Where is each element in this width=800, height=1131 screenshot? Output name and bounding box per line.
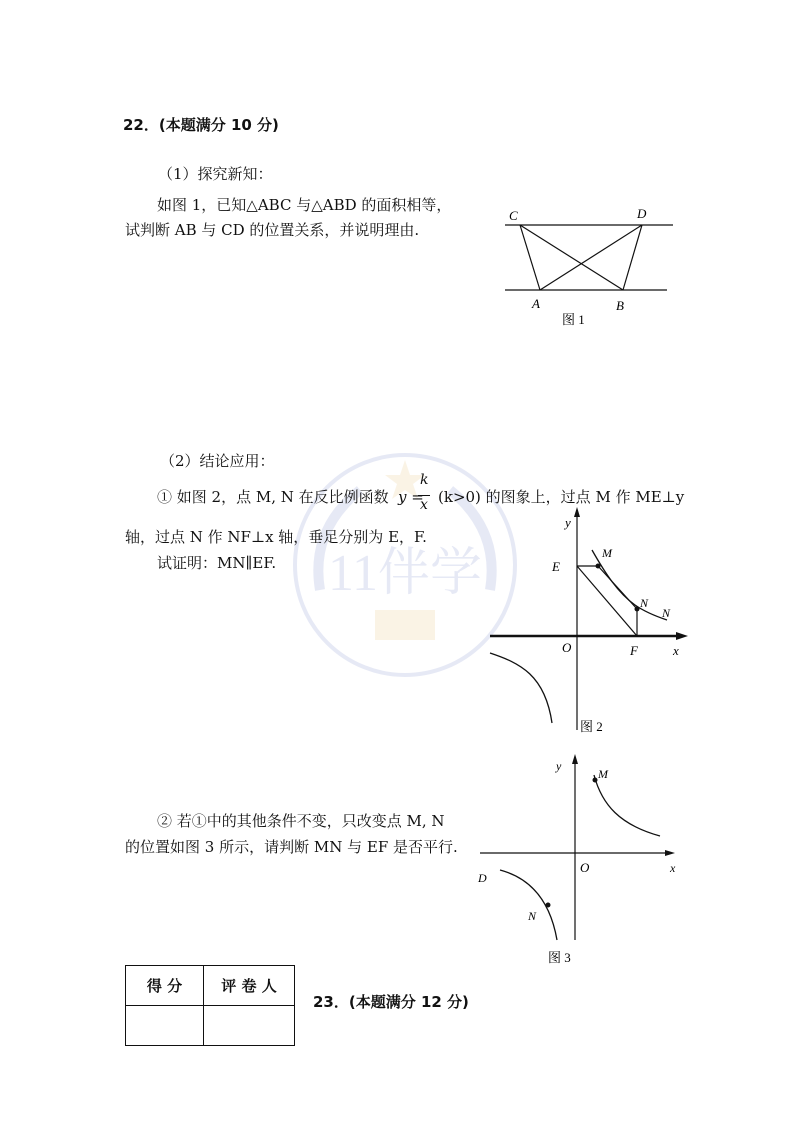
fig3-label-m: M <box>598 767 608 781</box>
formula-inverse-proportion <box>398 472 438 518</box>
part2-item2-line1: ② 若①中的其他条件不变，只改变点 M, N <box>157 812 445 830</box>
fig2-label-n-point: N <box>640 596 649 610</box>
part2-item1-line1b: (k>0) 的图象上，过点 M 作 ME⊥y <box>438 488 685 506</box>
figure-1 <box>495 200 675 344</box>
fig2-caption: 图 2 <box>580 719 603 734</box>
fig1-label-b: B <box>616 298 624 313</box>
question-23-header: 23．(本题满分 12 分) <box>313 993 469 1011</box>
formula-numerator: k <box>420 472 429 488</box>
fig2-label-y: y <box>565 515 571 530</box>
fig3-label-y: y <box>556 759 562 773</box>
part1-title: （1）探究新知： <box>158 165 273 183</box>
question-22-header: 22．(本题满分 10 分) <box>123 116 279 134</box>
fig3-label-x: x <box>670 861 676 875</box>
grader-header: 评 卷 人 <box>204 966 295 1006</box>
fig2-label-e: E <box>552 559 560 574</box>
figure-3 <box>470 750 690 979</box>
fraction-bar <box>418 495 430 496</box>
fig1-label-c: C <box>509 208 518 223</box>
fig3-label-o: O <box>580 860 590 875</box>
fig2-label-m: M <box>602 546 612 560</box>
fig2-label-n-curve: N <box>662 606 671 620</box>
part1-text-line1: 如图 1，已知△ABC 与△ABD 的面积相等， <box>157 196 452 214</box>
fig1-caption: 图 1 <box>562 312 585 327</box>
formula-denominator: x <box>420 497 428 513</box>
part2-item1-line3: 试证明：MN∥EF. <box>157 554 277 572</box>
watermark-text: 11伴学 <box>327 545 483 602</box>
fig3-label-d: D <box>478 871 487 885</box>
score-table <box>125 965 295 1046</box>
grader-cell[interactable] <box>204 1006 295 1046</box>
score-header: 得 分 <box>126 966 204 1006</box>
part1-text-line2: 试判断 AB 与 CD 的位置关系，并说明理由. <box>125 221 420 239</box>
fig1-label-a: A <box>532 296 540 311</box>
figure-2 <box>480 505 700 749</box>
fig1-label-d: D <box>637 206 647 221</box>
part2-item2-line2: 的位置如图 3 所示，请判断 MN 与 EF 是否平行. <box>125 838 458 856</box>
fig3-caption: 图 3 <box>548 950 571 965</box>
formula-lhs: y = <box>398 488 424 506</box>
fig3-label-n: N <box>528 909 537 923</box>
fig2-label-f: F <box>630 643 638 658</box>
part2-item1-line2: 轴，过点 N 作 NF⊥x 轴，垂足分别为 E，F. <box>125 528 427 546</box>
fig2-label-o: O <box>562 640 572 655</box>
part2-item1-line1a: ① 如图 2，点 M, N 在反比例函数 <box>157 488 389 506</box>
fig2-label-x: x <box>673 643 679 658</box>
part2-title: （2）结论应用： <box>160 452 275 470</box>
score-cell[interactable] <box>126 1006 204 1046</box>
